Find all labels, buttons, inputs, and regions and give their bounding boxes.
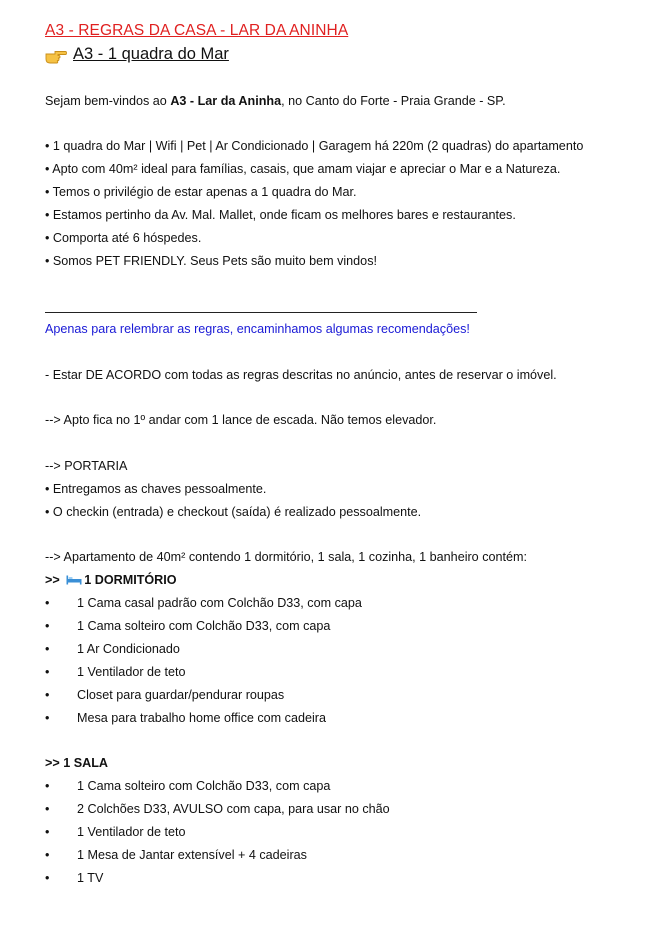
bullet: •: [45, 642, 50, 656]
portaria-item: • Entregamos as chaves pessoalmente.: [45, 482, 267, 496]
bedroom-prefix: >>: [45, 573, 64, 587]
bullet: •: [45, 825, 50, 839]
bed-icon: [66, 574, 82, 585]
bullet: •: [45, 848, 50, 862]
rule-agree: - Estar DE ACORDO com todas as regras descritas no anúncio, antes de reservar o imóvel.: [45, 368, 557, 382]
bedroom-heading-label: 1 DORMITÓRIO: [84, 573, 177, 587]
highlight-item: • Comporta até 6 hóspedes.: [45, 231, 202, 245]
bedroom-heading: [45, 573, 177, 587]
list-item-text: 1 Cama solteiro com Colchão D33, com capa: [77, 619, 331, 633]
list-item-text: 1 Ventilador de teto: [77, 665, 186, 679]
welcome-line: [45, 94, 506, 108]
highlight-item: • Somos PET FRIENDLY. Seus Pets são muito bem vindos!: [45, 254, 377, 268]
list-item-text: 1 TV: [77, 871, 104, 885]
highlight-item: • Estamos pertinho da Av. Mal. Mallet, onde ficam os melhores bares e restaurantes.: [45, 208, 516, 222]
list-item-text: 1 Mesa de Jantar extensível + 4 cadeiras: [77, 848, 307, 862]
highlight-item: • Apto com 40m² ideal para famílias, casais, que amam viajar e apreciar o Mar e a Natureza.: [45, 162, 561, 176]
pointing-hand-icon: [45, 46, 67, 64]
list-item-text: 1 Ventilador de teto: [77, 825, 186, 839]
list-item-text: 2 Colchões D33, AVULSO com capa, para usar no chão: [77, 802, 390, 816]
list-item-text: Mesa para trabalho home office com cadeira: [77, 711, 326, 725]
document-title: A3 - REGRAS DA CASA - LAR DA ANINHA: [45, 22, 349, 39]
bullet: •: [45, 711, 50, 725]
welcome-post: , no Canto do Forte - Praia Grande - SP.: [281, 94, 506, 108]
welcome-place: A3 - Lar da Aninha: [170, 94, 282, 108]
bullet: •: [45, 779, 50, 793]
portaria-heading: --> PORTARIA: [45, 459, 128, 473]
apartment-description: --> Apartamento de 40m² contendo 1 dormitório, 1 sala, 1 cozinha, 1 banheiro contém:: [45, 550, 527, 564]
bullet: •: [45, 871, 50, 885]
list-item-text: 1 Cama casal padrão com Colchão D33, com capa: [77, 596, 362, 610]
list-item-text: Closet para guardar/pendurar roupas: [77, 688, 285, 702]
highlight-item: • 1 quadra do Mar | Wifi | Pet | Ar Condicionado | Garagem há 220m (2 quadras) do apartamento: [45, 139, 584, 153]
living-room-heading: >> 1 SALA: [45, 756, 108, 770]
welcome-pre: Sejam bem-vindos ao: [45, 94, 171, 108]
rule-stairs: --> Apto fica no 1º andar com 1 lance de escada. Não temos elevador.: [45, 413, 437, 427]
bullet: •: [45, 619, 50, 633]
highlight-item: • Temos o privilégio de estar apenas a 1 quadra do Mar.: [45, 185, 357, 199]
bullet: •: [45, 596, 50, 610]
reminder-text: Apenas para relembrar as regras, encaminhamos algumas recomendações!: [45, 322, 470, 336]
document-subtitle: [45, 45, 229, 64]
portaria-item: • O checkin (entrada) e checkout (saída) é realizado pessoalmente.: [45, 505, 422, 519]
list-item-text: 1 Cama solteiro com Colchão D33, com capa: [77, 779, 331, 793]
subtitle-text: A3 - 1 quadra do Mar: [73, 45, 229, 63]
bullet: •: [45, 802, 50, 816]
section-divider: [45, 312, 477, 313]
bullet: •: [45, 688, 50, 702]
bullet: •: [45, 665, 50, 679]
list-item-text: 1 Ar Condicionado: [77, 642, 180, 656]
